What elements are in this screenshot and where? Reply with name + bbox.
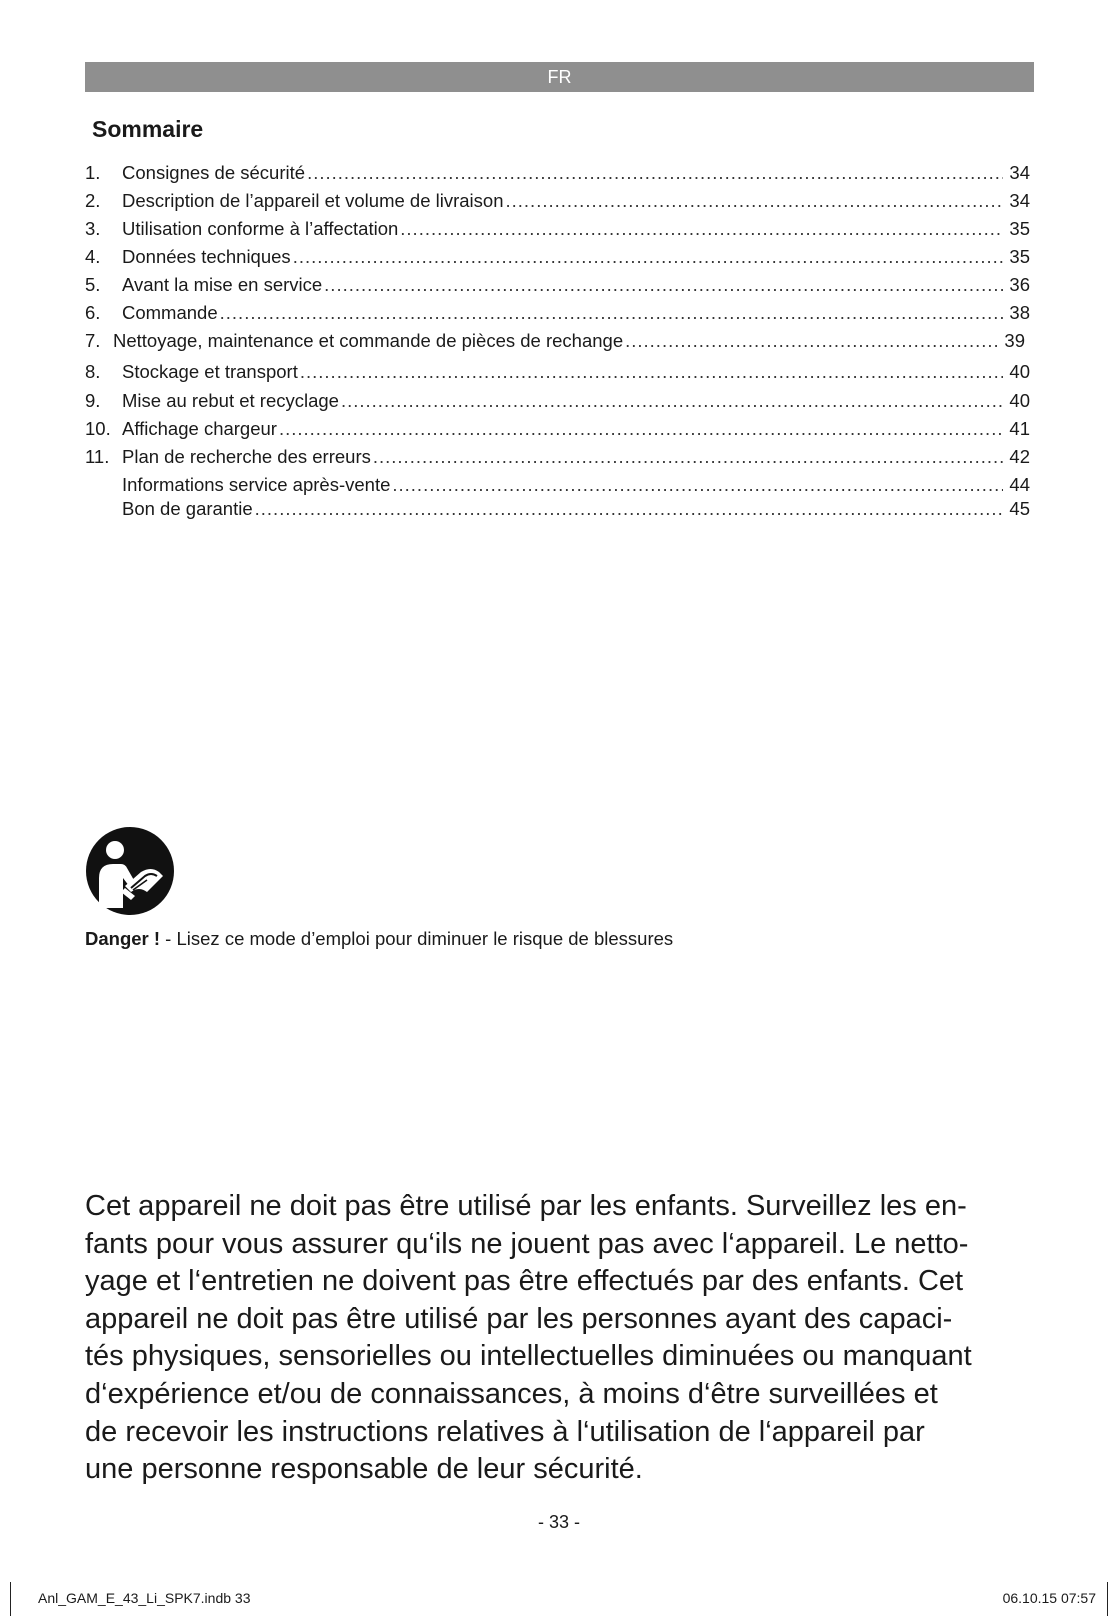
notice-line: de recevoir les instructions relatives à l‘utilisation de l‘appareil par — [85, 1415, 925, 1448]
toc-item-label: Consignes de sécurité — [122, 162, 306, 183]
toc-item-page: 35 — [1009, 246, 1030, 267]
toc-leader-dots — [625, 328, 998, 354]
toc-leader-dots — [324, 272, 1003, 298]
toc-leader-dots — [293, 244, 1003, 270]
footer-file-name: Anl_GAM_E_43_Li_SPK7.indb 33 — [38, 1590, 251, 1606]
read-manual-icon — [85, 826, 175, 916]
toc-item-page: 35 — [1009, 218, 1030, 239]
toc-leader-dots — [255, 496, 1003, 522]
toc-leader-dots — [373, 444, 1003, 470]
toc-item-page: 38 — [1009, 302, 1030, 323]
toc-item-number: 11. — [85, 446, 110, 467]
toc-item-number: 2. — [85, 190, 101, 211]
toc-leader-dots — [220, 300, 1003, 326]
toc-item[interactable] — [85, 416, 1030, 442]
toc-item-label: Description de l’appareil et volume de livraison — [122, 190, 504, 211]
toc-item-page: 41 — [1009, 418, 1030, 439]
crop-mark-right — [1107, 1582, 1108, 1616]
notice-line: Cet appareil ne doit pas être utilisé par les enfants. Surveillez les en- — [85, 1190, 967, 1222]
toc-item-page: 40 — [1009, 390, 1030, 411]
toc-leader-dots — [307, 160, 1003, 186]
toc-item[interactable] — [85, 388, 1030, 414]
toc-item-number: 6. — [85, 302, 101, 323]
notice-line: fants pour vous assurer qu‘ils ne jouent pas avec l‘appareil. Le netto- — [85, 1227, 969, 1260]
toc-item-page: 45 — [1009, 498, 1030, 519]
toc-item-number: 10. — [85, 418, 111, 439]
toc-item-label: Nettoyage, maintenance et commande de pièces de rechange — [113, 330, 624, 351]
toc-leader-dots — [392, 472, 1003, 498]
toc-item-label: Affichage chargeur — [122, 418, 277, 439]
toc-item-page: 42 — [1009, 446, 1030, 467]
toc-item-label: Bon de garantie — [122, 498, 253, 519]
toc-item-page: 44 — [1009, 474, 1030, 495]
toc-item-page: 36 — [1009, 274, 1030, 295]
toc-item-number: 1. — [85, 162, 101, 183]
toc-item[interactable] — [85, 244, 1030, 270]
notice-line: une personne responsable de leur sécurité. — [85, 1453, 643, 1486]
toc-item[interactable] — [85, 444, 1030, 470]
toc-item-page: 40 — [1009, 361, 1030, 382]
toc-item-label: Stockage et transport — [122, 361, 298, 382]
footer-timestamp: 06.10.15 07:57 — [1002, 1590, 1096, 1606]
toc-item[interactable] — [85, 272, 1030, 298]
toc-item[interactable] — [85, 160, 1030, 186]
toc-item[interactable] — [85, 300, 1030, 326]
toc-leader-dots — [506, 188, 1004, 214]
toc-item-label: Utilisation conforme à l’affectation — [122, 218, 399, 239]
language-header-bar — [85, 62, 1034, 92]
page-number: - 33 - — [537, 1512, 580, 1532]
toc-leader-dots — [400, 216, 1003, 242]
language-label: FR — [547, 67, 572, 87]
toc-item[interactable] — [85, 328, 1025, 354]
toc-item-number: 4. — [85, 246, 101, 267]
toc-item[interactable] — [85, 472, 1030, 498]
toc-item[interactable] — [85, 496, 1030, 522]
toc-item[interactable] — [85, 359, 1030, 385]
notice-line: d‘expérience et/ou de connaissances, à moins d‘être surveillées et — [85, 1377, 938, 1410]
toc-item[interactable] — [85, 216, 1030, 242]
toc-item-label: Avant la mise en service — [122, 274, 323, 295]
danger-label: Danger ! — [85, 928, 161, 949]
crop-mark-left — [10, 1582, 11, 1616]
toc-item-number: 9. — [85, 390, 101, 411]
notice-line: tés physiques, sensorielles ou intellectuelles diminuées ou manquant — [85, 1340, 972, 1373]
toc-item-label: Plan de recherche des erreurs — [122, 446, 371, 467]
toc-leader-dots — [279, 416, 1003, 442]
toc-item-number: 5. — [85, 274, 101, 295]
toc-item-page: 39 — [1004, 330, 1025, 351]
toc-leader-dots — [341, 388, 1003, 414]
notice-line: appareil ne doit pas être utilisé par les personnes ayant des capaci- — [85, 1302, 953, 1335]
toc-title: Sommaire — [92, 116, 204, 142]
toc-item-number: 8. — [85, 361, 101, 382]
danger-warning — [85, 927, 673, 951]
toc-leader-dots — [300, 359, 1003, 385]
toc-item-number: 7. — [85, 330, 101, 351]
toc-item[interactable] — [85, 188, 1030, 214]
toc-item-label: Mise au rebut et recyclage — [122, 390, 339, 411]
toc-item-number: 3. — [85, 218, 101, 239]
notice-line: yage et l‘entretien ne doivent pas être effectués par des enfants. Cet — [85, 1265, 964, 1298]
toc-item-label: Commande — [122, 302, 218, 323]
toc-item-page: 34 — [1009, 190, 1030, 211]
toc-item-label: Informations service après-vente — [122, 474, 391, 495]
danger-text: - Lisez ce mode d’emploi pour diminuer le risque de blessures — [160, 928, 674, 949]
toc-item-label: Données techniques — [122, 246, 291, 267]
safety-notice — [85, 1188, 1045, 1489]
toc-item-page: 34 — [1009, 162, 1030, 183]
